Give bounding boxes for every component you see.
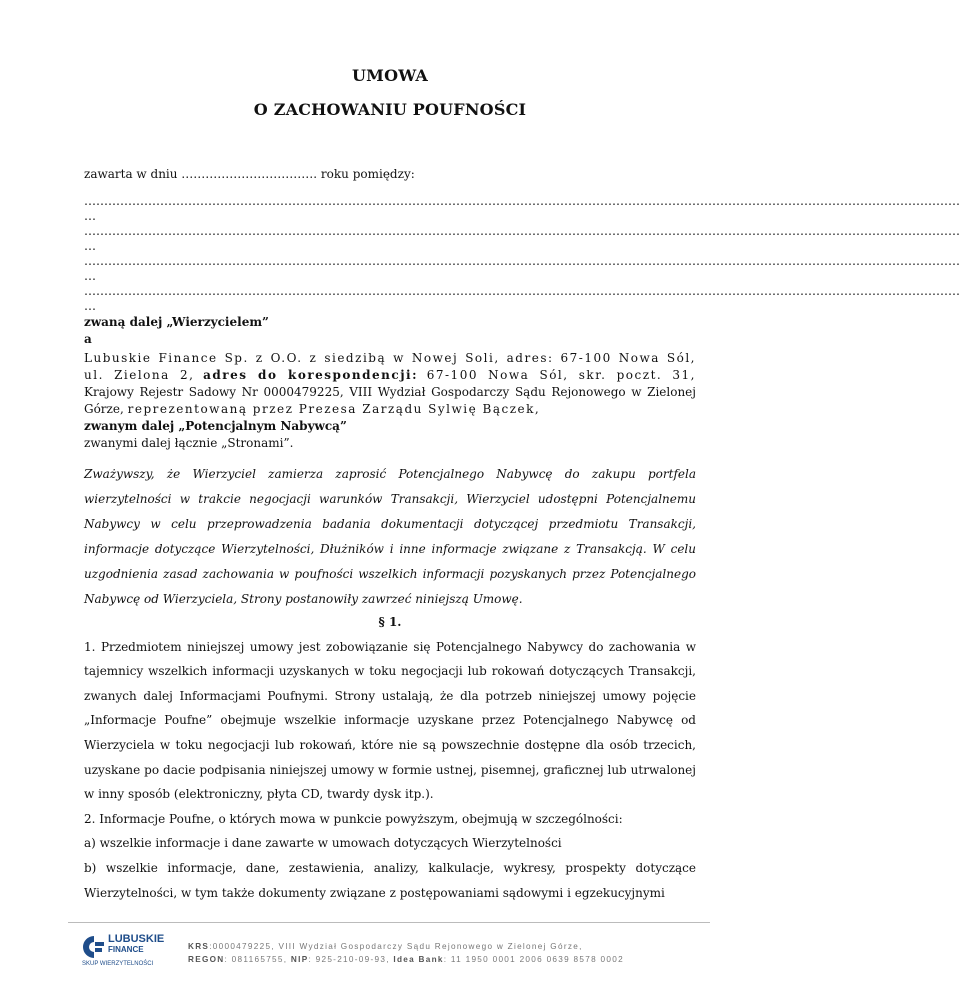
krs-text: :0000479225, VIII Wydział Gospodarczy Sądu Rejonowego w Zielonej Górze, [209,942,583,951]
recital-paragraph [84,462,696,612]
dotted-line-end: … [84,209,96,223]
dotted-line-end: … [84,239,96,253]
clause-1: 1. Przedmiotem niniejszej umowy jest zobowiązanie się Potencjalnego Nabywcy do zachowania w tajemnicy wszelkich informacji uzyskanych w toku negocjacji lub rokowań dotyczących Transakcji, zwanych dalej Informacjami Poufnymi. Strony ustalają, że dla potrzeb niniejszej umowy pojęcie „Informacje Poufne” obejmuje wszelkie informacje uzyskane przez Potencjalnego Nabywcę od Wierzyciela w toku negocjacji lub rokowań, które nie są powszechnie dostępne dla osób trzecich, uzyskane po dacie podpisania niniejszej umowy w formie ustnej, pisemnej, graficznej lub utrwalonej w inny sposób (elektroniczny, płyta CD, twardy dysk itp.). [84,639,696,802]
buyer-name: Lubuskie Finance Sp. z O.O. z siedzibą w Nowej Soli, adres: 67-100 Nowa Sól, ul. Zielona 2, [84,351,696,382]
company-logo [82,932,168,974]
footer-line-2 [188,953,624,966]
bank-text: : 11 1950 0001 2006 0639 8578 0002 [443,955,624,964]
concluded-line: zawarta w dniu ……………………………. roku pomiędzy: [84,167,415,181]
correspondence-address: 67-100 Nowa Sól, skr. poczt. 31, [426,368,696,382]
dotted-line-end: … [84,269,96,283]
logo-tagline: SKUP WIERZYTELNOŚCI [82,961,154,967]
dotted-line: ………………………………………………………………………………………………………………………………………………………………………………………………… [84,224,960,238]
clause-2: 2. Informacje Poufne, o których mowa w punkcie powyższym, obejmują w szczególności: [84,811,623,826]
buyer-party-block [84,350,696,452]
clause-2a: a) wszelkie informacje i dane zawarte w umowach dotyczących Wierzytelności [84,836,562,851]
correspondence-label: adres do korespondencji: [203,368,419,382]
nip-text: : 925-210-09-93, [308,955,394,964]
footer-divider [68,922,710,923]
section-heading: § 1. [378,615,402,629]
dotted-line: ………………………………………………………………………………………………………………………………………………………………………………………………… [84,254,960,268]
logo-wordmark [108,934,164,954]
recital-text: Zważywszy, że Wierzyciel zamierza zaprosić Potencjalnego Nabywcę do zakupu portfela wierzytelności w trakcie negocjacji warunków Transakcji, Wierzyciel udostępni Potencjalnemu Nabywcy w celu przeprowadzenia badania dokumentacji dotyczącej przedmiotu Transakcji, informacje dotyczące Wierzytelności, Dłużników i inne informacje związane z Transakcją. W celu uzgodnienia zasad zachowania w poufności wszelkich informacji pozyskanych przez Potencjalnego Nabywcę od Wierzyciela, Strony postanowiły zawrzeć niniejszą Umowę. [84,467,696,606]
parties-together: zwanymi dalej łącznie „Stronami”. [84,436,294,450]
footer-line-1 [188,940,624,953]
lubuskie-logo-icon [82,934,106,960]
nip-label: NIP [290,955,309,964]
dotted-line-end: … [84,299,96,313]
dotted-line: ………………………………………………………………………………………………………………………………………………………………………………………………… [84,194,960,208]
and-conjunction: a [84,332,92,346]
bank-label: Idea Bank [393,955,444,964]
clause-2b: b) wszelkie informacje, dane, zestawienia, analizy, kalkulacje, wykresy, prospekty dotyczące Wierzytelności, w tym także dokumenty związane z postępowaniami sądowymi i egzekucyjnymi [84,860,696,900]
krs-label: KRS [188,942,210,951]
regon-text: : 081165755, [224,955,291,964]
buyer-representative: reprezentowaną przez Prezesa Zarządu Sylwię Bączek, [127,402,541,416]
document-title: UMOWA [352,66,428,85]
dotted-line: ………………………………………………………………………………………………………………………………………………………………………………………………… [84,284,960,298]
section-1 [84,610,696,905]
logo-line-1: LUBUSKIE [108,933,165,945]
creditor-label: zwaną dalej „Wierzycielem” [84,315,269,329]
creditor-dotted-lines [84,194,960,348]
logo-line-2: FINANCE [108,945,144,954]
buyer-label: zwanym dalej „Potencjalnym Nabywcą” [84,419,347,433]
regon-label: REGON [188,955,225,964]
footer-company-info [188,940,624,966]
buyer-krs: Krajowy Rejestr Sadowy Nr 0000479225, VIII Wydział Gospodarczy Sądu Rejonowego w Zielonej Górze, [84,385,696,416]
document-subtitle: O ZACHOWANIU POUFNOŚCI [253,100,527,119]
